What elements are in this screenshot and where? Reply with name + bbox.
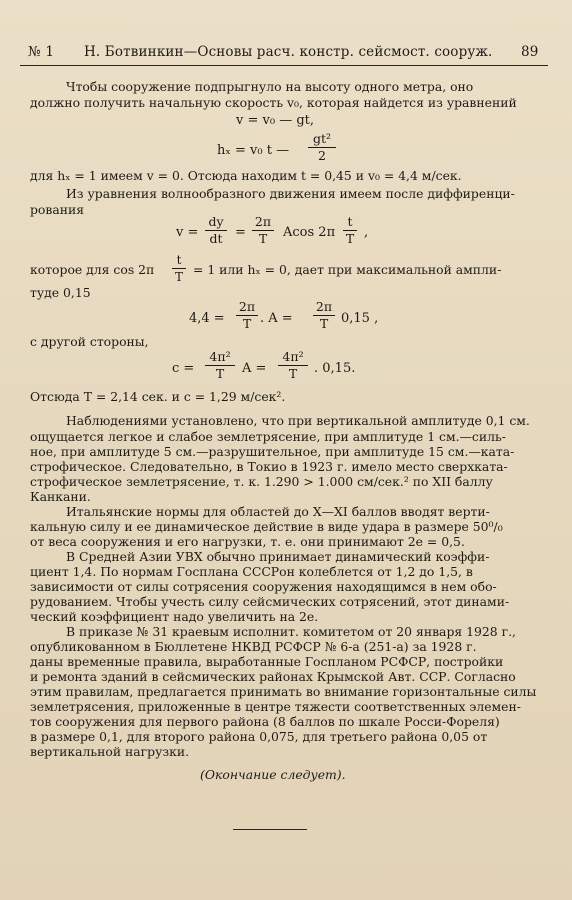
denominator: dt [209, 231, 223, 246]
fraction-2pi-T [236, 300, 258, 331]
text-line: от веса сооружения и его нагрузки, т. е. они принимают 2e = 0,5. [30, 534, 465, 549]
denominator: T [345, 231, 355, 246]
eq3-equals: = [235, 225, 246, 240]
equation-height-left: hₓ = v₀ t — [217, 143, 290, 158]
header-rule [20, 65, 548, 66]
eq4-mid: . A = [260, 311, 293, 326]
text-line: ческий коэффициент надо увеличить на 2e. [30, 609, 319, 624]
text-line: и ремонта зданий в сейсмических районах Крымской Авт. ССР. Согласно [30, 669, 516, 684]
text-line: туде 0,15 [30, 285, 91, 300]
numerator: 4π² [209, 349, 231, 364]
eq3-comma: , [364, 225, 369, 240]
text-line: Чтобы сооружение подпрыгнуло на высоту одного метра, оно [66, 79, 474, 94]
fraction-gt2 [308, 132, 336, 163]
denominator: 2 [318, 148, 326, 163]
fraction-t-T [343, 215, 357, 246]
text-line: Из уравнения волнообразного движения имеем после диффиренци- [66, 186, 515, 201]
text-line: В приказе № 31 краевым исполнит. комитетом от 20 января 1928 г., [66, 624, 516, 639]
text-line: зависимости от силы сотрясения сооружения находящимся в нем обо- [30, 579, 497, 594]
page-number: 89 [521, 44, 539, 60]
numerator: 2π [315, 299, 333, 314]
numerator: dy [208, 214, 224, 229]
eq3-left: v = [176, 225, 199, 240]
text-line: Отсюда T = 2,14 сек. и c = 1,29 м/сек². [30, 389, 286, 404]
text-line: ное, при амплитуде 5 см.—разрушительное, при амплитуде 15 см.—ката- [30, 444, 515, 459]
text-line: вертикальной нагрузки. [30, 744, 190, 759]
fraction-t-T [172, 253, 186, 284]
text-line: циент 1,4. По нормам Госплана СССРон колеблется от 1,2 до 1,5, в [30, 564, 473, 579]
text-line: которое для cos 2π [30, 262, 155, 277]
text-line: кальную силу и ее динамическое действие в виде удара в размере 50⁰/₀ [30, 519, 503, 534]
text-line: землетрясения, приложенные в центре тяжести соответственных элемен- [30, 699, 521, 714]
numerator: t [347, 214, 353, 229]
text-line: Итальянские нормы для областей до X—XI баллов вводят верти- [66, 504, 490, 519]
end-rule [233, 829, 307, 830]
denominator: T [242, 316, 252, 331]
text-line: даны временные правила, выработанные Госпланом РСФСР, постройки [30, 654, 504, 669]
fraction-dy-dt [205, 215, 227, 246]
text-line: = 1 или hₓ = 0, дает при максимальной ампли- [193, 262, 502, 277]
continuation-note: (Окончание следует). [200, 767, 346, 782]
text-line: Наблюдениями установлено, что при вертикальной амплитуде 0,1 см. [66, 413, 530, 428]
text-line: опубликованном в Бюллетене НКВД РСФСР № 6-а (251-а) за 1928 г. [30, 639, 477, 654]
denominator: T [215, 366, 225, 381]
denominator: T [174, 270, 183, 284]
text-line: этим правилам, предлагается принимать во внимание горизонтальные силы [30, 684, 537, 699]
numerator: gt² [312, 131, 332, 146]
running-title: Н. Ботвинкин—Основы расч. констр. сейсмост. сооруж. [84, 44, 493, 60]
numerator: 2π [238, 299, 256, 314]
issue-number: № 1 [28, 44, 55, 60]
fraction-4pi2-T [205, 350, 235, 381]
denominator: T [319, 316, 329, 331]
numerator: t [176, 253, 182, 267]
text-line: для hₓ = 1 имеем v = 0. Отсюда находим t = 0,45 и v₀ = 4,4 м/сек. [30, 168, 462, 183]
text-line: с другой стороны, [30, 334, 149, 349]
text-line: рования [30, 202, 85, 217]
numerator: 4π² [282, 349, 304, 364]
eq5-end: . 0,15. [314, 361, 356, 376]
denominator: T [288, 366, 298, 381]
text-line: Канкани. [30, 489, 91, 504]
text-line: тов сооружения для первого района (8 баллов по шкале Росси-Фореля) [30, 714, 500, 729]
eq4-end: 0,15 , [341, 311, 379, 326]
fraction-2pi-T [313, 300, 335, 331]
eq5-left: c = [172, 361, 195, 376]
eq5-mid: A = [242, 361, 267, 376]
equation-velocity: v = v₀ — gt, [236, 113, 314, 128]
denominator: T [258, 231, 268, 246]
text-line: строфическое. Следовательно, в Токио в 1923 г. имело место сверхката- [30, 459, 508, 474]
text-line: рудованием. Чтобы учесть силу сейсмических сотрясений, этот динами- [30, 594, 510, 609]
fraction-2pi-T [252, 215, 274, 246]
eq4-left: 4,4 = [189, 311, 225, 326]
text-line: строфическое землетрясение, т. к. 1.290 > 1.000 см/сек.² по XII баллу [30, 474, 493, 489]
text-line: ощущается легкое и слабое землетрясение, при амплитуде 1 см.—силь- [30, 429, 506, 444]
fraction-4pi2-T [278, 350, 308, 381]
text-line: В Средней Азии УВХ обычно принимает динамический коэффи- [66, 549, 490, 564]
fraction-bar [172, 268, 186, 269]
eq3-acos: Acos 2π [283, 225, 336, 240]
text-line: должно получить начальную скорость v₀, которая найдется из уравнений [30, 95, 517, 110]
numerator: 2π [254, 214, 272, 229]
text-line: в размере 0,1, для второго района 0,075, для третьего района 0,05 от [30, 729, 488, 744]
